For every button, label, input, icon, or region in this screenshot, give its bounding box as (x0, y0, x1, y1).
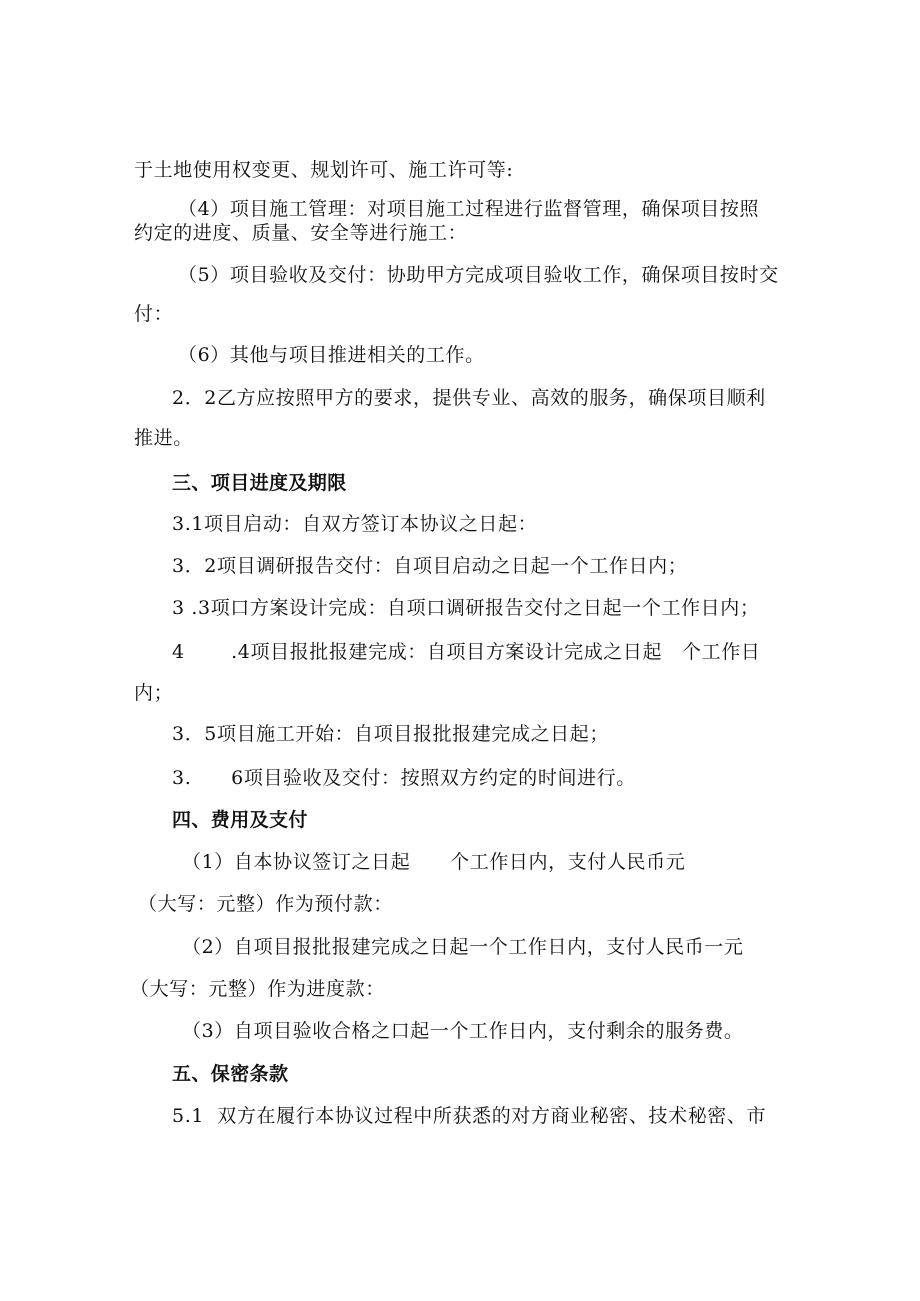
text-line-7: 2．2乙方应按照甲方的要求，提供专业、高效的服务，确保项目顺利 (172, 387, 766, 409)
text-line-4: （5）项目验收及交付：协助甲方完成项目验收工作，确保项目按时交 (178, 264, 779, 286)
text-line-2: （4）项目施工管理：对项目施工过程进行监督管理，确保项目按照 (178, 198, 760, 220)
text-line-14: 内； (134, 682, 174, 704)
text-line-1: 于土地使用权变更、规划许可、施工许可等: (134, 159, 514, 181)
text-line-11: 3．2项目调研报告交付：自项目启动之日起一个工作日内； (172, 555, 688, 577)
text-line-15: 3．5项目施工开始：自项目报批报建完成之日起； (172, 723, 609, 745)
section-heading-4: 四、费用及支付 (172, 809, 308, 831)
section-heading-3: 三、项目进度及期限 (172, 472, 347, 494)
text-line-16: 3. 6项目验收及交付：按照双方约定的时间进行。 (172, 767, 636, 789)
text-line-6: （6）其他与项目推进相关的工作。 (178, 344, 485, 366)
text-line-21: （大写：元整）作为进度款： (130, 978, 385, 1000)
text-line-10: 3.1项目启动：自双方签订本协议之日起： (172, 513, 538, 535)
text-line-8: 推进。 (134, 427, 193, 449)
text-line-19: （大写：元整）作为预付款： (138, 893, 393, 915)
text-line-13: 4 .4项目报批报建完成：自项目方案设计完成之日起 个工作日 (172, 641, 761, 663)
text-line-12: 3 .3项口方案设计完成：自项口调研报告交付之日起一个工作日内； (172, 597, 760, 619)
text-line-24: 5.1 双方在履行本协议过程中所获悉的对方商业秘密、技术秘密、市 (172, 1105, 767, 1127)
text-line-20: （2）自项目报批报建完成之日起一个工作日内，支付人民币一元 (182, 936, 744, 958)
section-heading-5: 五、保密条款 (172, 1063, 289, 1085)
text-line-18: （1）自本协议签订之日起 个工作日内，支付人民币元 (182, 851, 686, 873)
text-line-3: 约定的进度、质量、安全等进行施工： (134, 222, 468, 244)
text-line-22: （3）自项目验收合格之口起一个工作日内，支付剩余的服务费。 (182, 1020, 744, 1042)
text-line-5: 付： (134, 303, 174, 325)
